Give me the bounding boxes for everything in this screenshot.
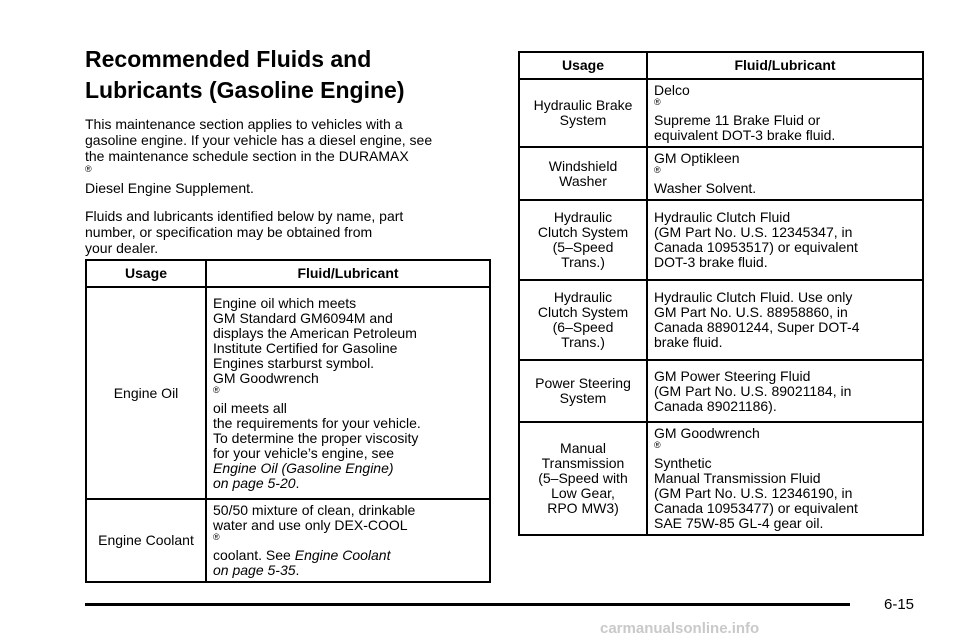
cross-reference-link[interactable]: on page 5-35	[213, 562, 296, 578]
fluids-table-left	[85, 259, 491, 583]
cell-line: Engine oil which meets	[213, 294, 357, 311]
fluid-cell	[206, 287, 490, 499]
table-row	[86, 499, 490, 582]
cell-line: the requirements for your vehicle.	[213, 414, 421, 431]
usage-cell: Engine Oil	[86, 287, 206, 499]
intro-line: your dealer.	[85, 240, 159, 256]
usage-cell: Power Steering System	[519, 360, 647, 422]
column-header-fluid: Fluid/Lubricant	[647, 52, 923, 79]
intro-line: Diesel Engine Supplement.	[85, 180, 254, 196]
fluid-cell	[206, 499, 490, 582]
cell-line: GM Standard GM6094M and	[213, 309, 393, 326]
cell-line: equivalent DOT-3 brake fluid.	[654, 127, 836, 143]
fluid-cell: GM Power Steering Fluid (GM Part No. U.S. 89021184, in Canada 89021186).	[647, 360, 923, 422]
title-line-2: Lubricants (Gasoline Engine)	[85, 77, 405, 103]
usage-cell: Engine Coolant	[86, 499, 206, 582]
registered-mark: ®	[654, 440, 661, 450]
intro-line: the maintenance schedule section in the DURAMAX ®	[85, 148, 490, 180]
cross-reference-link[interactable]: Engine Coolant	[294, 547, 391, 563]
table-row	[519, 422, 923, 535]
page-title	[85, 44, 490, 106]
cell-line: GM Optikleen ® Washer Solvent.	[654, 151, 916, 196]
intro-line: gasoline engine. If your vehicle has a diesel engine, see	[85, 132, 433, 148]
cell-line: for your vehicle’s engine, see	[213, 444, 395, 461]
cell-line: Engines starburst symbol.	[213, 354, 375, 371]
cell-line: displays the American Petroleum	[213, 324, 417, 341]
watermark: carmanualsonline.info	[600, 620, 760, 637]
cell-line: water and use only DEX-COOL ®	[213, 518, 483, 548]
column-header-fluid: Fluid/Lubricant	[206, 260, 490, 287]
fluid-cell: GM Goodwrench ® Synthetic Manual Transmission Fluid (GM Part No. U.S. 12346190, in Canada 10953477) or equivalent SAE 75W-85 GL-4 gear oil.	[647, 422, 923, 535]
column-header-usage: Usage	[86, 260, 206, 287]
table-header-row	[86, 260, 490, 287]
cell-line: To determine the proper viscosity	[213, 429, 419, 446]
footer-rule	[85, 603, 850, 606]
cross-reference-link[interactable]: Engine Oil (Gasoline Engine)	[213, 459, 394, 476]
cell-line: coolant. See Engine Coolant	[213, 547, 391, 563]
usage-cell: Hydraulic Clutch System (6–Speed Trans.)	[519, 280, 647, 360]
table-row	[86, 287, 490, 499]
title-line-1: Recommended Fluids and	[85, 46, 372, 72]
intro-line: number, or specification may be obtained from	[85, 224, 373, 240]
table-row	[519, 280, 923, 360]
cell-line: on page 5-35.	[213, 562, 300, 578]
column-header-usage: Usage	[519, 52, 647, 79]
usage-cell: Manual Transmission (5–Speed with Low Gear, RPO MW3)	[519, 422, 647, 535]
intro-line: Fluids and lubricants identified below by name, part	[85, 208, 404, 224]
table-row	[519, 360, 923, 422]
registered-mark: ®	[85, 164, 92, 174]
cell-line: 50/50 mixture of clean, drinkable	[213, 502, 416, 518]
fluid-cell: Hydraulic Clutch Fluid (GM Part No. U.S. 12345347, in Canada 10953517) or equivalent DOT-3 brake fluid.	[647, 200, 923, 280]
cross-reference-link[interactable]: on page 5-20	[213, 474, 296, 491]
cell-line: GM Goodwrench ® Synthetic	[654, 426, 916, 471]
cell-line: on page 5-20.	[213, 474, 300, 491]
registered-mark: ®	[654, 165, 661, 175]
usage-cell: Windshield Washer	[519, 147, 647, 200]
cell-line: GM Goodwrench ® oil meets all	[213, 371, 483, 416]
intro-line: This maintenance section applies to vehicles with a	[85, 116, 403, 132]
registered-mark: ®	[213, 384, 220, 395]
fluid-cell	[647, 79, 923, 147]
usage-cell: Hydraulic Brake System	[519, 79, 647, 147]
intro-paragraph-1	[85, 116, 490, 196]
table-row	[519, 79, 923, 147]
fluid-cell	[647, 147, 923, 200]
fluids-table-right	[518, 51, 924, 536]
table-row	[519, 147, 923, 200]
table-row	[519, 200, 923, 280]
left-column	[85, 44, 490, 256]
table-header-row	[519, 52, 923, 79]
page-number: 6-15	[884, 596, 915, 613]
fluid-cell: Hydraulic Clutch Fluid. Use only GM Part No. U.S. 88958860, in Canada 88901244, Super DOT-4 brake fluid.	[647, 280, 923, 360]
registered-mark: ®	[654, 97, 661, 107]
intro-paragraph-2	[85, 208, 490, 256]
usage-cell: Hydraulic Clutch System (5–Speed Trans.)	[519, 200, 647, 280]
cell-line: Institute Certified for Gasoline	[213, 339, 398, 356]
registered-mark: ®	[213, 532, 220, 542]
cell-line: Delco ® Supreme 11 Brake Fluid or	[654, 83, 916, 128]
